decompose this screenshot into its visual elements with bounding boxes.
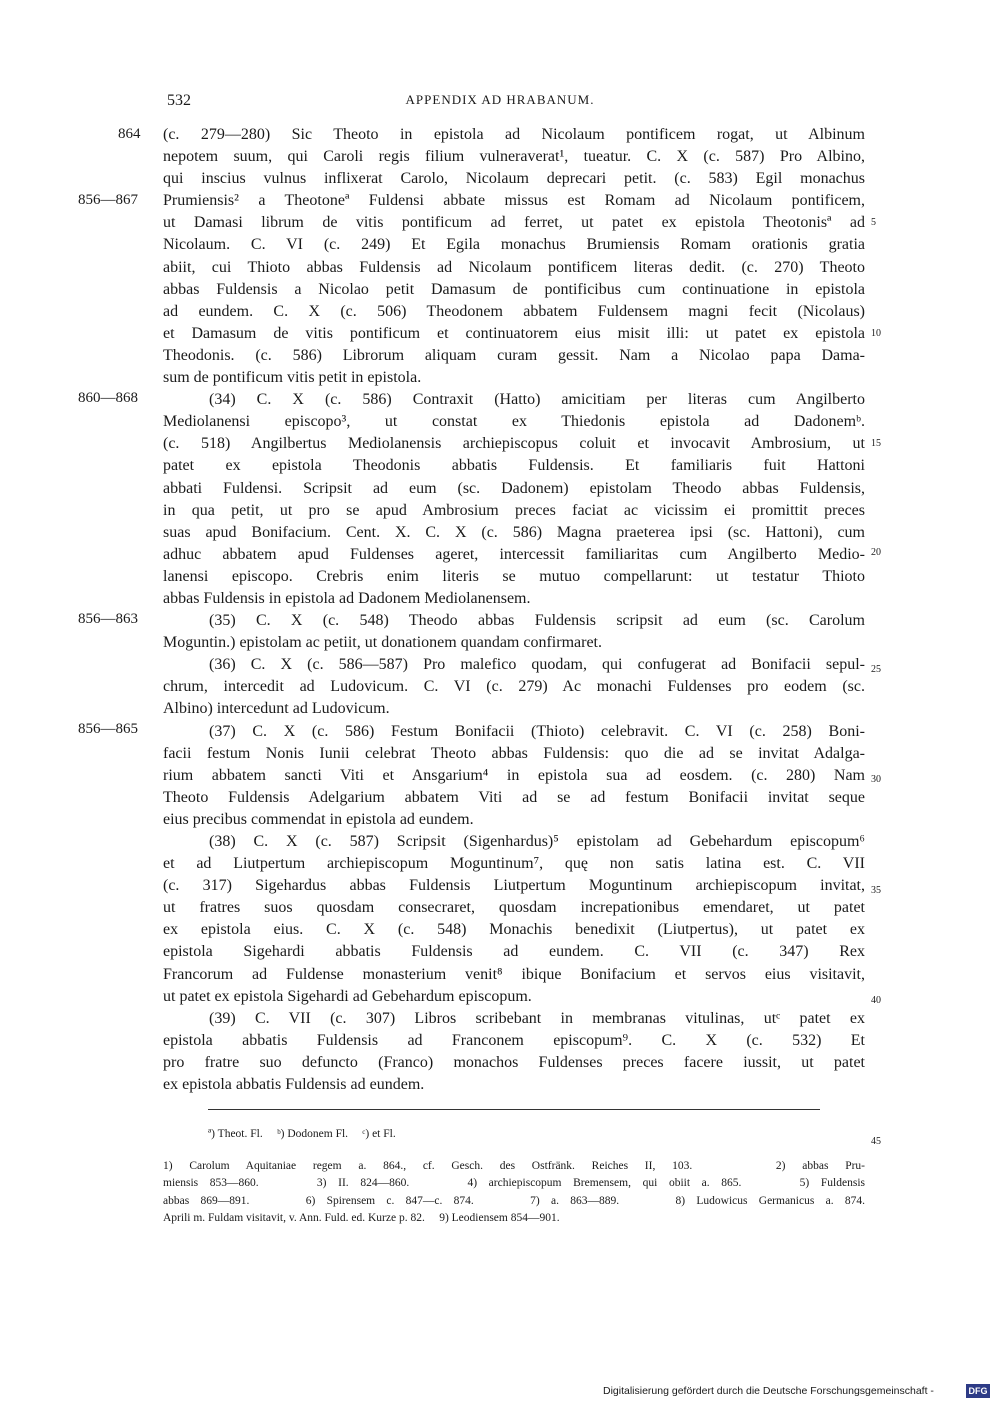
footnote-line: abbas 869—891. 6) Spirensem c. 847—c. 874. 7) a. 863—889. 8) Ludowicus Germanicus a. 874. bbox=[163, 1194, 865, 1207]
text-line: ex epistola abbatis Fuldensis ad eundem. bbox=[163, 1076, 425, 1094]
main-text bbox=[163, 124, 865, 1096]
text-line: et Damasum de vitis pontificum et continuatorem eius misit illi: ut patet ex epistola bbox=[163, 324, 865, 342]
text-line: nepotem suum, qui Caroli regis filium vulneraverat¹, tueatur. C. X (c. 587) Pro Albino, bbox=[163, 148, 865, 166]
text-line: lanensi episcopo. Crebris enim literis se mutuo compellarunt: ut testatur Thioto bbox=[163, 567, 865, 585]
footnote-line: Aprili m. Fuldam visitavit, v. Ann. Fuld. ed. Kurze p. 82. 9) Leodiensem 854—901. bbox=[163, 1211, 560, 1224]
margin-date: 856—865 bbox=[78, 721, 138, 737]
line-number: 40 bbox=[871, 995, 881, 1006]
line-number: 25 bbox=[871, 664, 881, 675]
text-line: (c. 279—280) Sic Theoto in epistola ad Nicolaum pontificem rogat, ut Albinum bbox=[163, 126, 865, 143]
text-line: qui inscius vulnus inflixerat Carolo, Nicolaum deprecari petit. (c. 583) Egil monachus bbox=[163, 170, 865, 188]
text-line: Moguntin.) epistolam ac petiit, ut donationem quandam confirmaret. bbox=[163, 634, 602, 652]
text-line: ut fratres suos quosdam consecraret, quosdam increpationibus emendaret, ut patet bbox=[163, 899, 865, 917]
text-line: chrum, intercedit ad Ludovicum. C. VI (c. 279) Ac monachi Fuldenses pro eodem (sc. bbox=[163, 678, 865, 696]
text-line: ut Damasi librum de vitis pontificum ad ferret, ut patet ex epistola Theotonisª ad bbox=[163, 214, 865, 232]
text-line: epistola Sigehardi abbatis Fuldensis ad eundem. C. VII (c. 347) Rex bbox=[163, 943, 865, 961]
text-line: patet ex epistola Theodonis abbatis Fuldensis. Et familiaris fuit Hattoni bbox=[163, 457, 865, 475]
text-line: Theodonis. (c. 586) Librorum aliquam curam gessit. Nam a Nicolao papa Dama- bbox=[163, 346, 865, 364]
text-line: (37) C. X (c. 586) Festum Bonifacii (Thioto) celebravit. C. VI (c. 258) Boni- bbox=[209, 722, 865, 740]
line-number: 35 bbox=[871, 885, 881, 896]
text-line: (39) C. VII (c. 307) Libros scribebant in membranas vitulinas, utᶜ patet ex bbox=[209, 1009, 865, 1027]
page-number: 532 bbox=[167, 92, 191, 109]
text-line: ad eundem. C. X (c. 506) Theodonem abbatem Fuldensem magni fecit (Nicolaus) bbox=[163, 302, 865, 320]
margin-date: 856—867 bbox=[78, 192, 138, 208]
dfg-logo: DFG bbox=[966, 1384, 990, 1398]
footnote-line: 1) Carolum Aquitaniae regem a. 864., cf. Gesch. des Ostfränk. Reiches II, 103. 2) abbas Pru- bbox=[163, 1160, 865, 1172]
text-line: Prumiensis² a Theotoneª Fuldensi abbate missus est Romam ad Nicolaum pontificem, bbox=[163, 192, 865, 210]
footnote-divider bbox=[208, 1109, 820, 1110]
text-line: (34) C. X (c. 586) Contraxit (Hatto) amicitiam per literas cum Angilberto bbox=[209, 391, 865, 409]
line-number: 20 bbox=[871, 547, 881, 558]
text-line: Albino) intercedunt ad Ludovicum. bbox=[163, 700, 390, 718]
text-line: ut patet ex epistola Sigehardi ad Gebehardum episcopum. bbox=[163, 987, 532, 1005]
text-line: ex epistola eius. C. X (c. 548) Monachis benedixit (Liutpertus), ut patet ex bbox=[163, 921, 865, 939]
text-line: facii festum Nonis Iunii celebrat Theoto abbas Fuldensis: quo die ad se invitat Adalga- bbox=[163, 744, 865, 762]
text-line: epistola abbatis Fuldensis ad Franconem episcopum⁹. C. X (c. 532) Et bbox=[163, 1031, 865, 1049]
text-line: abbas Fuldensis a Nicolao petit Damasum de pontificibus cum continuatione in epistola bbox=[163, 280, 865, 298]
footnotes bbox=[163, 1158, 865, 1227]
margin-date: 856—863 bbox=[78, 611, 138, 627]
text-line: suas apud Bonifacium. Cent. X. C. X (c. 586) Magna praeterea ipsi (sc. Hattoni), cum bbox=[163, 523, 865, 541]
text-line: abbati Fuldensi. Scripsit ad eum (sc. Dadonem) epistolam Theodo abbas Fuldensis, bbox=[163, 479, 865, 497]
text-line: (c. 317) Sigehardus abbas Fuldensis Liutpertum Moguntinum archiepiscopum invitat, bbox=[163, 877, 865, 895]
margin-date: 860—868 bbox=[78, 390, 138, 406]
text-line: pro fratre suo defuncto (Franco) monachos Fuldenses preces facere iussit, ut patet bbox=[163, 1053, 865, 1071]
text-line: abbas Fuldensis in epistola ad Dadonem Mediolanensem. bbox=[163, 589, 531, 607]
text-line: et ad Liutpertum archiepiscopum Moguntinum⁷, quę non satis latina est. C. VII bbox=[163, 855, 865, 873]
text-line: Theoto Fuldensis Adelgarium abbatem Viti ad se ad festum Bonifacii invitat seque bbox=[163, 788, 865, 806]
text-line: Mediolanensi episcopo³, ut constat ex Thiedonis epistola ad Dadonemᵇ. bbox=[163, 413, 865, 431]
line-number: 30 bbox=[871, 774, 881, 785]
text-line: (36) C. X (c. 586—587) Pro malefico quodam, qui confugerat ad Bonifacii sepul- bbox=[209, 656, 865, 674]
line-number: 45 bbox=[871, 1136, 881, 1147]
digitization-credit: Digitalisierung gefördert durch die Deutsche Forschungsgemeinschaft - bbox=[603, 1385, 934, 1397]
text-line: Nicolaum. C. VI (c. 249) Et Egila monachus Brumiensis Romam orationis gratia bbox=[163, 236, 865, 254]
critical-apparatus: ª) Theot. Fl. ᵇ) Dodonem Fl. ᶜ) et Fl. bbox=[208, 1128, 396, 1140]
text-line: (38) C. X (c. 587) Scripsit (Sigenhardus)⁵ epistolam ad Gebehardum episcopum⁶ bbox=[209, 833, 865, 850]
footnote-line: miensis 853—860. 3) II. 824—860. 4) archiepiscopum Bremensem, qui obiit a. 865. 5) Fuldensis bbox=[163, 1177, 865, 1190]
text-line: Francorum ad Fuldense monasterium venit⁸ ibique Bonifacium et servos eius visitavit, bbox=[163, 965, 865, 983]
line-number: 10 bbox=[871, 328, 881, 339]
line-number: 5 bbox=[871, 217, 876, 228]
text-line: (35) C. X (c. 548) Theodo abbas Fuldensis scripsit ad eum (sc. Carolum bbox=[209, 612, 865, 630]
margin-date: 864 bbox=[118, 126, 141, 142]
text-line: abiit, cui Thioto abbas Fuldensis ad Nicolaum pontificem literas dedit. (c. 270) Theoto bbox=[163, 258, 865, 276]
text-line: (c. 518) Angilbertus Mediolanensis archiepiscopus coluit et invocavit Ambrosium, ut bbox=[163, 435, 865, 453]
text-line: eius precibus commendat in epistola ad eundem. bbox=[163, 810, 474, 828]
line-number: 15 bbox=[871, 438, 881, 449]
text-line: rium abbatem sancti Viti et Ansgarium⁴ in epistola sua ad eosdem. (c. 280) Nam bbox=[163, 766, 865, 784]
text-line: in qua petit, ut pro se apud Ambrosium preces faciat ac vicissim ei promittit preces bbox=[163, 501, 865, 519]
running-head: APPENDIX AD HRABANUM. bbox=[405, 92, 595, 107]
text-line: adhuc abbatem apud Fuldenses ageret, intercessit familiaritas cum Angilberto Medio- bbox=[163, 545, 865, 563]
text-line: sum de pontificum vitis petit in epistola. bbox=[163, 369, 422, 387]
